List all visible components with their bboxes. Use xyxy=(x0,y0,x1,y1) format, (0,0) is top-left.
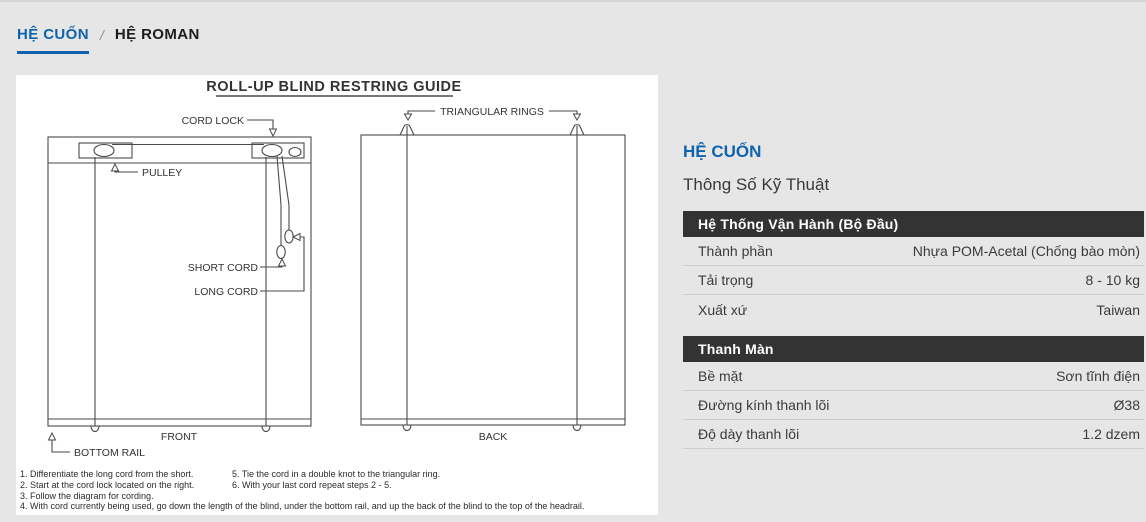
diagram-title: ROLL-UP BLIND RESTRING GUIDE xyxy=(206,79,462,95)
instruction-line xyxy=(20,480,656,491)
specs-panel xyxy=(683,142,1144,449)
spec-row-duong-kinh xyxy=(683,391,1144,420)
spec-label: Thành phần xyxy=(698,243,773,259)
spec-row-thanh-phan xyxy=(683,237,1144,266)
spec-value: Ø38 xyxy=(1113,397,1140,413)
spec-value: Sơn tĩnh điện xyxy=(1056,368,1140,384)
cord-lock-label: CORD LOCK xyxy=(181,115,244,127)
instruction-step-4: 4. With cord currently being used, go down the length of the blind, under the bottom rail, and up the back of the blind to the top of the headrail. xyxy=(20,501,585,512)
back-label: BACK xyxy=(478,431,508,443)
restring-diagram xyxy=(16,75,658,467)
instruction-step-5: 5. Tie the cord in a double knot to the triangular ring. xyxy=(232,469,441,479)
spec-value: Nhựa POM-Acetal (Chống bào mòn) xyxy=(912,243,1140,259)
instruction-step-1: 1. Differentiate the long cord from the short. xyxy=(20,469,194,479)
long-cord-label: LONG CORD xyxy=(194,286,258,298)
section-header-operating-system: Hệ Thống Vận Hành (Bộ Đầu) xyxy=(683,211,1144,237)
diagram-linework xyxy=(48,96,625,452)
restring-guide-panel xyxy=(16,75,658,515)
instruction-step-6: 6. With your last cord repeat steps 2 - 5. xyxy=(232,479,392,490)
instruction-step-3: 3. Follow the diagram for cording. xyxy=(20,490,154,501)
spec-label: Bề mặt xyxy=(698,368,743,384)
spec-value: 1.2 dzem xyxy=(1082,426,1140,442)
spec-row-xuat-xu xyxy=(683,295,1144,324)
breadcrumb-separator: / xyxy=(99,27,104,43)
triangular-rings-label: TRIANGULAR RINGS xyxy=(440,106,544,118)
instruction-step-2: 2. Start at the cord lock located on the right. xyxy=(20,479,195,490)
short-cord-label: SHORT CORD xyxy=(187,262,258,274)
specs-title: HỆ CUỐN xyxy=(683,142,762,161)
instruction-line xyxy=(20,469,656,480)
spec-value: Taiwan xyxy=(1096,301,1140,318)
spec-label: Đường kính thanh lõi xyxy=(698,397,830,413)
restring-instructions xyxy=(20,469,656,512)
bottom-rail-label: BOTTOM RAIL xyxy=(74,447,145,459)
spec-row-tai-trong xyxy=(683,266,1144,295)
tab-he-cuon[interactable]: HỆ CUỐN xyxy=(17,25,89,54)
pulley-label: PULLEY xyxy=(142,167,183,179)
specs-subtitle: Thông Số Kỹ Thuật xyxy=(683,175,830,194)
tab-he-roman[interactable]: HỆ ROMAN xyxy=(114,26,200,43)
spec-label: Độ dày thanh lõi xyxy=(698,426,800,442)
front-label: FRONT xyxy=(160,431,198,443)
spec-row-do-day xyxy=(683,420,1144,449)
spec-label: Xuất xứ xyxy=(698,301,748,318)
section-header-thanh-man: Thanh Màn xyxy=(683,336,1144,362)
breadcrumb xyxy=(17,25,200,54)
spec-row-be-mat xyxy=(683,362,1144,391)
spec-label: Tải trọng xyxy=(698,272,754,288)
spec-value: 8 - 10 kg xyxy=(1085,272,1140,288)
